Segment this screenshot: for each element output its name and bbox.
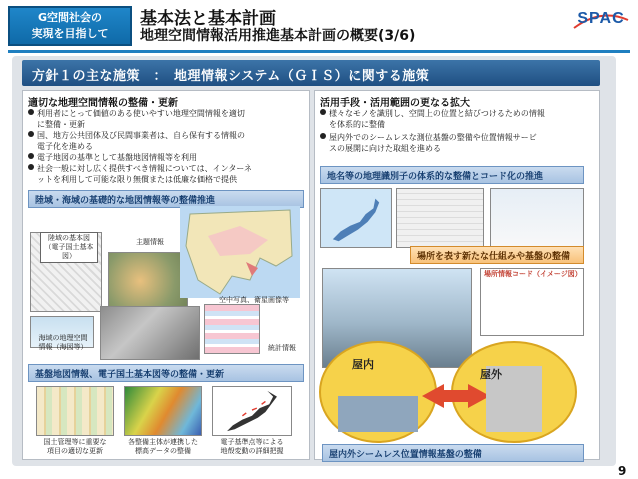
right-bar-2: 場所を表す新たな仕組みや基盤の整備 xyxy=(410,246,584,264)
badge-line-1: G空間社会の xyxy=(37,11,103,24)
right-bullet-1b: を体系的に整備 xyxy=(329,120,385,129)
caption-crust: 電子基準点等による 地殻変動の詳細把握 xyxy=(220,438,284,455)
left-bar-1: 陸域・海域の基礎的な地図情報等の整備推進 xyxy=(28,190,304,208)
caption-land-map: 陸域の基本図 （電子国土基本図） xyxy=(40,232,98,263)
left-bullet-4: 社会一般に対し広く提供すべき情報については、インターネ xyxy=(28,163,252,174)
header-divider xyxy=(8,50,630,53)
caption-topic-info: 主題情報 xyxy=(136,238,164,246)
caption-stats: 統計情報 xyxy=(268,344,296,352)
seamless-positioning-illustration xyxy=(318,336,586,446)
outdoor-label: 屋外 xyxy=(480,368,502,381)
city-map-image xyxy=(396,188,484,248)
left-bullet-1: 利用者にとって価値のある使いやすい地理空間情報を適切 xyxy=(28,108,245,119)
left-bullet-2b: 電子化を進める xyxy=(37,142,93,151)
stats-map-image xyxy=(204,304,260,354)
right-bullet-2b: スの展開に向けた取組を進める xyxy=(329,144,441,153)
code-image-label: 場所情報コード（イメージ図） xyxy=(484,270,582,278)
left-bullet-4b: ットを利用して可能な限り無償または低廉な価格で提供 xyxy=(37,175,237,184)
caption-aerial: 空中写真、衛星画像等 xyxy=(219,296,289,304)
aerial-photo-image xyxy=(100,306,200,360)
caption-elevation: 各整備主体が連携した 標高データの整備 xyxy=(128,438,198,455)
logo-text: SPAC xyxy=(577,10,625,27)
indoor-label: 屋内 xyxy=(352,358,374,371)
left-bullet-1b: に整備・更新 xyxy=(37,120,85,129)
kanto-map-image xyxy=(180,206,300,298)
header-badge xyxy=(8,6,132,46)
page-title: 基本法と基本計画 xyxy=(140,9,276,29)
left-bullet-3: 電子地図の基準として基盤地図情報等を利用 xyxy=(28,152,197,163)
code-table-image xyxy=(490,188,584,248)
section-banner: 方針１の主な施策 ： 地理情報システム（ＧＩＳ）に関する施策 xyxy=(22,60,600,86)
left-heading: 適切な地理空間情報の整備・更新 xyxy=(28,98,178,109)
left-bar-2: 基盤地図情報、電子国土基本図等の整備・更新 xyxy=(28,364,304,382)
page-number: 9 xyxy=(618,464,627,478)
page-subtitle: 地理空間情報活用推進基本計画の概要(3/6) xyxy=(140,28,416,44)
right-bullet-1: 様々なモノを識別し、空間上の位置と結びつけるための情報 xyxy=(320,108,545,119)
japan-map-image xyxy=(320,188,392,248)
right-bar-1: 地名等の地理識別子の体系的な整備とコード化の推進 xyxy=(320,166,584,184)
update-map-image xyxy=(36,386,114,436)
right-bar-3: 屋内外シームレス位置情報基盤の整備 xyxy=(322,444,584,462)
caption-update: 国土管理等に重要な 項目の適切な更新 xyxy=(43,438,107,455)
badge-line-2: 実現を目指して xyxy=(31,27,109,40)
left-bullet-2: 国、地方公共団体及び民間事業者は、自ら保有する情報の xyxy=(28,130,245,141)
crust-deformation-image xyxy=(212,386,292,436)
right-heading: 活用手段・活用範囲の更なる拡大 xyxy=(320,98,470,109)
caption-sea-map: 海域の地理空間 情報（海図等） xyxy=(38,334,88,351)
right-bullet-2: 屋内外でのシームレスな測位基盤の整備や位置情報サービ xyxy=(320,132,537,143)
elevation-data-image xyxy=(124,386,202,436)
